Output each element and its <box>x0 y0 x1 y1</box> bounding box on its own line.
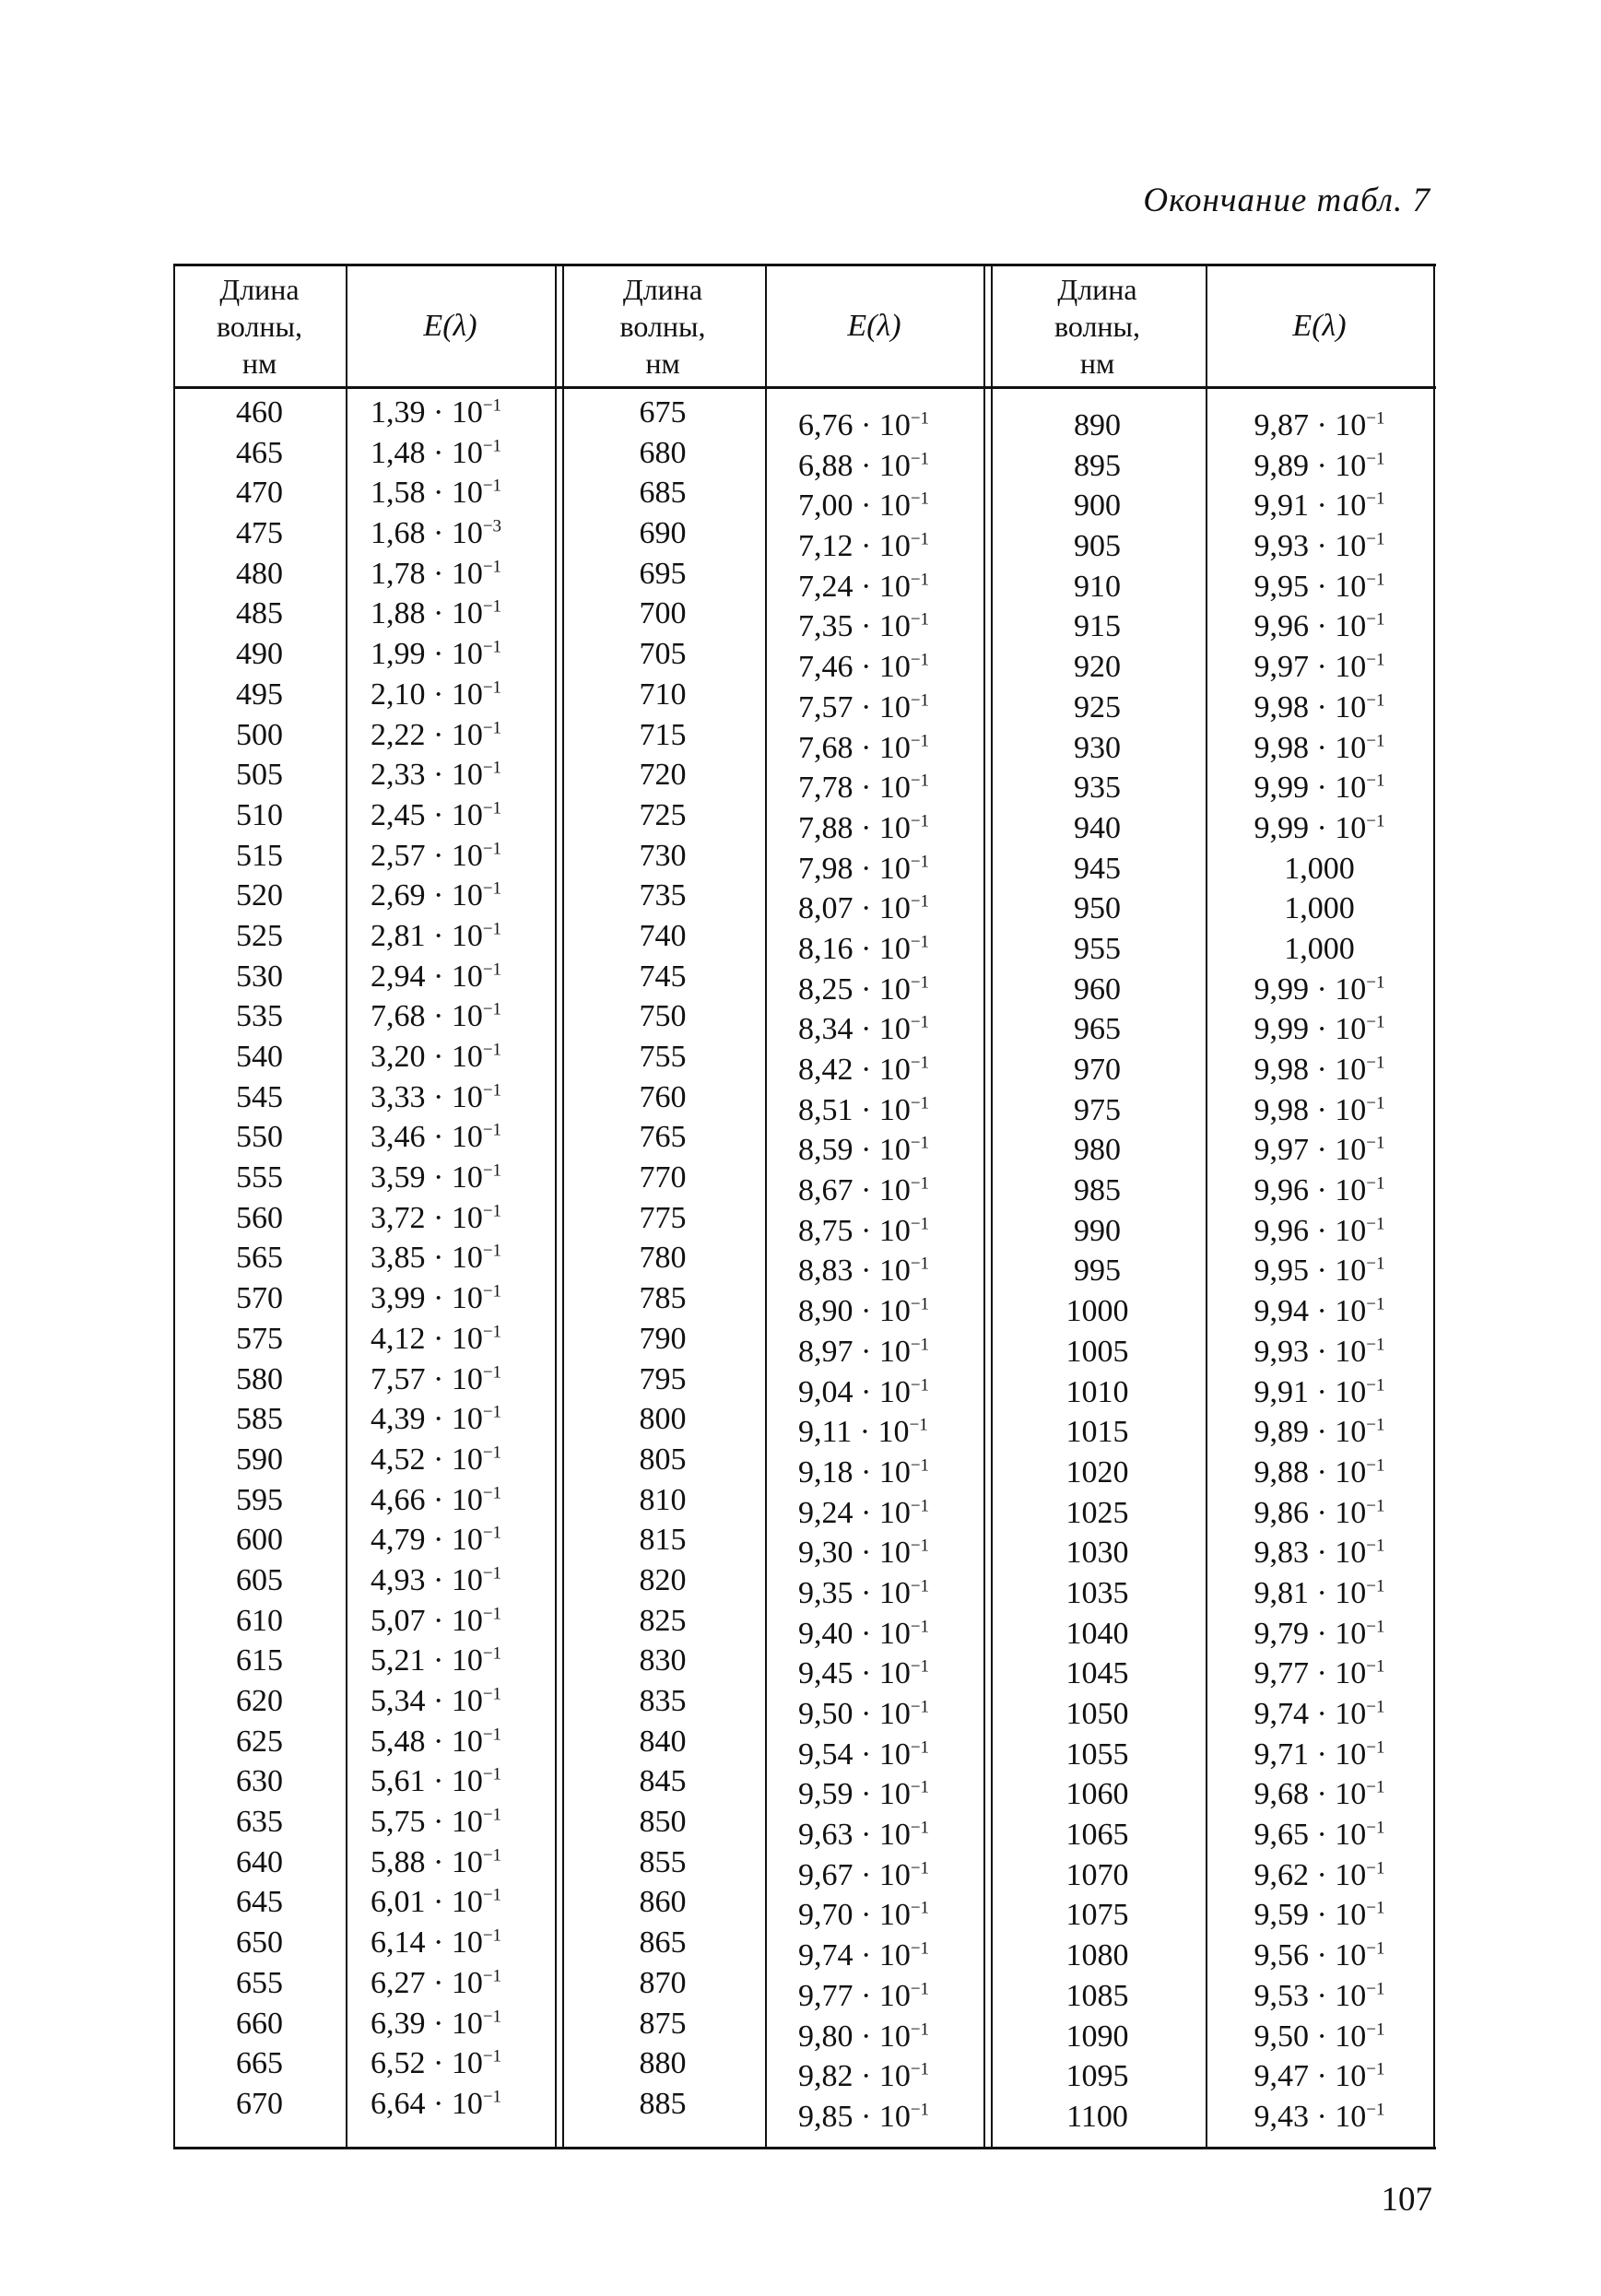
table-cell: 960 <box>1074 971 1121 1007</box>
table-cell: 605 <box>236 1562 283 1597</box>
table-cell: 820 <box>639 1562 687 1597</box>
table-cell: $7,46 \cdot 10^{-1}$ <box>798 650 930 685</box>
table-cell: 650 <box>236 1925 283 1960</box>
table-cell: 640 <box>236 1844 283 1879</box>
table-cell: 460 <box>236 395 283 430</box>
table-cell: $9,59 \cdot 10^{-1}$ <box>798 1777 930 1812</box>
table-cell: 1040 <box>1065 1616 1129 1651</box>
table-cell: $9,93 \cdot 10^{-1}$ <box>1254 529 1385 564</box>
table-cell: $5,48 \cdot 10^{-1}$ <box>371 1724 502 1759</box>
table-cell: 495 <box>236 677 283 712</box>
table-cell: 1060 <box>1065 1777 1129 1812</box>
table-cell: $9,97 \cdot 10^{-1}$ <box>1254 650 1385 685</box>
table-cell: $9,83 \cdot 10^{-1}$ <box>1254 1536 1385 1571</box>
table-cell: $9,45 \cdot 10^{-1}$ <box>798 1656 930 1691</box>
table-cell: $2,33 \cdot 10^{-1}$ <box>371 758 502 793</box>
table-cell: $9,63 \cdot 10^{-1}$ <box>798 1818 930 1853</box>
table-cell: $4,93 \cdot 10^{-1}$ <box>371 1562 502 1597</box>
table-cell: 680 <box>639 435 687 470</box>
table-cell: $8,67 \cdot 10^{-1}$ <box>798 1173 930 1208</box>
table-cell: 755 <box>639 1040 687 1074</box>
table-cell: 830 <box>639 1643 687 1678</box>
table-cell: $9,53 \cdot 10^{-1}$ <box>1254 1978 1385 2013</box>
table-cell: 1025 <box>1065 1495 1129 1530</box>
table-cell: $8,75 \cdot 10^{-1}$ <box>798 1213 930 1248</box>
e-column-2 <box>798 406 983 2137</box>
table-cell: 520 <box>236 878 283 913</box>
table-cell: 860 <box>639 1885 687 1920</box>
table-cell: 510 <box>236 797 283 832</box>
table-cell: 470 <box>236 476 283 511</box>
table-cell: 790 <box>639 1321 687 1356</box>
table-cell: 1070 <box>1065 1857 1129 1892</box>
table-cell: 950 <box>1074 891 1121 926</box>
table-cell: $9,95 \cdot 10^{-1}$ <box>1254 569 1385 604</box>
table-cell: 500 <box>236 717 283 752</box>
table-cell: 590 <box>236 1442 283 1477</box>
table-cell: 1050 <box>1065 1697 1129 1731</box>
table-cell: $7,57 \cdot 10^{-1}$ <box>371 1361 502 1396</box>
table-cell: $9,65 \cdot 10^{-1}$ <box>1254 1818 1385 1853</box>
table-top-border <box>173 264 1436 266</box>
table-cell: $2,81 \cdot 10^{-1}$ <box>371 918 502 953</box>
table-cell: $9,35 \cdot 10^{-1}$ <box>798 1575 930 1610</box>
table-cell: $9,97 \cdot 10^{-1}$ <box>1254 1133 1385 1168</box>
table-cell: 1,000 <box>1284 891 1355 926</box>
table-cell: $1,88 \cdot 10^{-1}$ <box>371 596 502 631</box>
table-cell: $8,42 \cdot 10^{-1}$ <box>798 1053 930 1087</box>
table-cell: $9,77 \cdot 10^{-1}$ <box>1254 1656 1385 1691</box>
table-cell: $9,30 \cdot 10^{-1}$ <box>798 1536 930 1571</box>
table-cell: $9,91 \cdot 10^{-1}$ <box>1254 489 1385 524</box>
table-cell: 1035 <box>1065 1575 1129 1610</box>
table-cell: $9,89 \cdot 10^{-1}$ <box>1254 448 1385 483</box>
table-cell: 1100 <box>1066 2099 1128 2134</box>
table-cell: $9,68 \cdot 10^{-1}$ <box>1254 1777 1385 1812</box>
table-cell: 885 <box>639 2086 687 2121</box>
table-cell: 760 <box>639 1079 687 1114</box>
table-cell: $8,51 \cdot 10^{-1}$ <box>798 1092 930 1127</box>
table-cell: $9,82 \cdot 10^{-1}$ <box>798 2059 930 2094</box>
table-cell: 710 <box>639 677 687 712</box>
table-cell: 525 <box>236 918 283 953</box>
table-cell: 1,000 <box>1284 931 1355 966</box>
table-cell: $9,87 \cdot 10^{-1}$ <box>1254 408 1385 442</box>
table-cell: $9,98 \cdot 10^{-1}$ <box>1254 1053 1385 1087</box>
table-cell: $2,45 \cdot 10^{-1}$ <box>371 797 502 832</box>
table-cell: 740 <box>639 918 687 953</box>
header-wavelength-3: Длина волны, нм <box>1054 273 1141 380</box>
table-cell: 600 <box>236 1523 283 1558</box>
table-cell: $3,72 \cdot 10^{-1}$ <box>371 1200 502 1235</box>
table-cell: $6,52 \cdot 10^{-1}$ <box>371 2046 502 2081</box>
table-cell: $4,52 \cdot 10^{-1}$ <box>371 1442 502 1477</box>
table-cell: $9,04 \cdot 10^{-1}$ <box>798 1374 930 1409</box>
table-cell: $1,58 \cdot 10^{-1}$ <box>371 476 502 511</box>
table-cell: $9,99 \cdot 10^{-1}$ <box>1254 1012 1385 1047</box>
table-cell: $9,91 \cdot 10^{-1}$ <box>1254 1374 1385 1409</box>
table-cell: 700 <box>639 596 687 631</box>
table-cell: 805 <box>639 1442 687 1477</box>
table-cell: 880 <box>639 2046 687 2081</box>
table-cell: 955 <box>1074 931 1121 966</box>
table-cell: 535 <box>236 999 283 1034</box>
column-divider <box>1433 264 1435 2149</box>
table-cell: $4,39 \cdot 10^{-1}$ <box>371 1402 502 1437</box>
table-cell: $1,78 \cdot 10^{-1}$ <box>371 556 502 591</box>
table-cell: $1,39 \cdot 10^{-1}$ <box>371 395 502 430</box>
table-cell: $9,96 \cdot 10^{-1}$ <box>1254 1173 1385 1208</box>
table-cell: 975 <box>1074 1092 1121 1127</box>
table-cell: 465 <box>236 435 283 470</box>
table-cell: $9,96 \cdot 10^{-1}$ <box>1254 609 1385 644</box>
table-cell: $9,11 \cdot 10^{-1}$ <box>798 1415 928 1450</box>
header-e-lambda-2: E(λ) <box>847 309 901 343</box>
table-cell: $9,77 \cdot 10^{-1}$ <box>798 1978 930 2013</box>
table-cell: $8,59 \cdot 10^{-1}$ <box>798 1133 930 1168</box>
table-cell: $9,98 \cdot 10^{-1}$ <box>1254 1092 1385 1127</box>
table-cell: 890 <box>1074 408 1121 442</box>
table-cell: $9,71 \cdot 10^{-1}$ <box>1254 1737 1385 1772</box>
table-cell: $9,96 \cdot 10^{-1}$ <box>1254 1213 1385 1248</box>
table-cell: $9,94 \cdot 10^{-1}$ <box>1254 1294 1385 1329</box>
table-cell: 930 <box>1074 730 1121 765</box>
table-cell: 505 <box>236 758 283 793</box>
table-cell: $8,25 \cdot 10^{-1}$ <box>798 971 930 1007</box>
table-cell: 910 <box>1074 569 1121 604</box>
table-cell: 645 <box>236 1885 283 1920</box>
table-cell: 715 <box>639 717 687 752</box>
table-cell: 775 <box>639 1200 687 1235</box>
table-cell: $9,56 \cdot 10^{-1}$ <box>1254 1938 1385 1973</box>
table-cell: $3,85 \cdot 10^{-1}$ <box>371 1241 502 1276</box>
table-cell: 1020 <box>1065 1454 1129 1489</box>
table-cell: 980 <box>1074 1133 1121 1168</box>
table-cell: 845 <box>639 1764 687 1799</box>
table-cell: $4,66 \cdot 10^{-1}$ <box>371 1482 502 1517</box>
table-cell: 735 <box>639 878 687 913</box>
table-cell: 555 <box>236 1160 283 1195</box>
table-cell: 1095 <box>1065 2059 1129 2094</box>
table-cell: $9,43 \cdot 10^{-1}$ <box>1254 2099 1385 2134</box>
table-cell: 1085 <box>1065 1978 1129 2013</box>
table-cell: 935 <box>1074 771 1121 806</box>
table-cell: 615 <box>236 1643 283 1678</box>
table-cell: 490 <box>236 637 283 672</box>
table-cell: $9,50 \cdot 10^{-1}$ <box>798 1697 930 1731</box>
table-cell: $9,74 \cdot 10^{-1}$ <box>798 1938 930 1973</box>
table-cell: 705 <box>639 637 687 672</box>
table-cell: 810 <box>639 1482 687 1517</box>
table-cell: 895 <box>1074 448 1121 483</box>
table-cell: $9,99 \cdot 10^{-1}$ <box>1254 971 1385 1007</box>
table-cell: $4,12 \cdot 10^{-1}$ <box>371 1321 502 1356</box>
table-cell: $8,90 \cdot 10^{-1}$ <box>798 1294 930 1329</box>
table-cell: $9,89 \cdot 10^{-1}$ <box>1254 1415 1385 1450</box>
table-cell: 750 <box>639 999 687 1034</box>
column-divider <box>765 264 767 2149</box>
table-cell: $6,88 \cdot 10^{-1}$ <box>798 448 930 483</box>
table-cell: 1080 <box>1065 1938 1129 1973</box>
table-cell: $9,95 \cdot 10^{-1}$ <box>1254 1254 1385 1289</box>
table-cell: $9,70 \cdot 10^{-1}$ <box>798 1898 930 1933</box>
table-cell: $9,47 \cdot 10^{-1}$ <box>1254 2059 1385 2094</box>
table-cell: 1065 <box>1065 1818 1129 1853</box>
table-cell: 570 <box>236 1281 283 1316</box>
table-cell: 855 <box>639 1844 687 1879</box>
table-cell: 965 <box>1074 1012 1121 1047</box>
table-cell: 720 <box>639 758 687 793</box>
table-cell: 1000 <box>1065 1294 1129 1329</box>
table-cell: $8,34 \cdot 10^{-1}$ <box>798 1012 930 1047</box>
table-cell: $9,98 \cdot 10^{-1}$ <box>1254 689 1385 724</box>
table-cell: $8,97 \cdot 10^{-1}$ <box>798 1334 930 1369</box>
table-cell: 625 <box>236 1724 283 1759</box>
table-cell: $9,18 \cdot 10^{-1}$ <box>798 1454 930 1489</box>
table-cell: 865 <box>639 1925 687 1960</box>
table-cell: 925 <box>1074 689 1121 724</box>
header-e-lambda-1: E(λ) <box>423 309 477 343</box>
table-cell: 580 <box>236 1361 283 1396</box>
table-cell: $8,16 \cdot 10^{-1}$ <box>798 931 930 966</box>
table-cell: $9,62 \cdot 10^{-1}$ <box>1254 1857 1385 1892</box>
table-cell: $3,33 \cdot 10^{-1}$ <box>371 1079 502 1114</box>
table-cell: 1055 <box>1065 1737 1129 1772</box>
table-cell: 825 <box>639 1603 687 1638</box>
table-cell: 990 <box>1074 1213 1121 1248</box>
table-cell: 1090 <box>1065 2019 1129 2054</box>
table-cell: 655 <box>236 1965 283 2000</box>
table-cell: 565 <box>236 1241 283 1276</box>
e-column-1 <box>371 393 550 2125</box>
table-cell: 1,000 <box>1284 851 1355 886</box>
table-cell: $2,94 \cdot 10^{-1}$ <box>371 959 502 994</box>
table-cell: $7,00 \cdot 10^{-1}$ <box>798 489 930 524</box>
table-cell: $5,88 \cdot 10^{-1}$ <box>371 1844 502 1879</box>
table-cell: 940 <box>1074 810 1121 845</box>
table-cell: 485 <box>236 596 283 631</box>
table-cell: 1045 <box>1065 1656 1129 1691</box>
table-cell: $9,99 \cdot 10^{-1}$ <box>1254 810 1385 845</box>
table-cell: $9,80 \cdot 10^{-1}$ <box>798 2019 930 2054</box>
table-cell: 850 <box>639 1805 687 1840</box>
table-cell: 915 <box>1074 609 1121 644</box>
table-cell: $2,69 \cdot 10^{-1}$ <box>371 878 502 913</box>
table-cell: $1,48 \cdot 10^{-1}$ <box>371 435 502 470</box>
table-cell: 905 <box>1074 529 1121 564</box>
e-column-3 <box>1206 406 1433 2137</box>
wavelength-column-3 <box>989 406 1206 2137</box>
table-cell: $7,12 \cdot 10^{-1}$ <box>798 529 930 564</box>
table-cell: 595 <box>236 1482 283 1517</box>
table-cell: 785 <box>639 1281 687 1316</box>
table-cell: 475 <box>236 516 283 551</box>
table-cell: 515 <box>236 838 283 873</box>
table-cell: $9,40 \cdot 10^{-1}$ <box>798 1616 930 1651</box>
header-wavelength-1: Длина волны, нм <box>216 273 303 380</box>
header-divider <box>173 386 1436 389</box>
table-cell: 730 <box>639 838 687 873</box>
wavelength-column-1 <box>173 393 346 2125</box>
table-cell: $9,54 \cdot 10^{-1}$ <box>798 1737 930 1772</box>
table-cell: $6,27 \cdot 10^{-1}$ <box>371 1965 502 2000</box>
table-cell: 745 <box>639 959 687 994</box>
table-cell: 610 <box>236 1603 283 1638</box>
table-cell: $9,81 \cdot 10^{-1}$ <box>1254 1575 1385 1610</box>
header-wavelength-2: Длина волны, нм <box>619 273 706 380</box>
table-cell: $9,86 \cdot 10^{-1}$ <box>1254 1495 1385 1530</box>
table-cell: 795 <box>639 1361 687 1396</box>
table-cell: 995 <box>1074 1254 1121 1289</box>
table-cell: 945 <box>1074 851 1121 886</box>
table-cell: $8,83 \cdot 10^{-1}$ <box>798 1254 930 1289</box>
table-cell: 540 <box>236 1040 283 1074</box>
table-cell: $9,99 \cdot 10^{-1}$ <box>1254 771 1385 806</box>
table-cell: $9,79 \cdot 10^{-1}$ <box>1254 1616 1385 1651</box>
table-cell: 670 <box>236 2086 283 2121</box>
table-cell: $7,57 \cdot 10^{-1}$ <box>798 689 930 724</box>
table-cell: $7,68 \cdot 10^{-1}$ <box>371 999 502 1034</box>
table-cell: 780 <box>639 1241 687 1276</box>
table-cell: 1005 <box>1065 1334 1129 1369</box>
table-cell: $2,10 \cdot 10^{-1}$ <box>371 677 502 712</box>
table-cell: 1075 <box>1065 1898 1129 1933</box>
column-divider <box>346 264 347 2149</box>
table-cell: $9,74 \cdot 10^{-1}$ <box>1254 1697 1385 1731</box>
table-cell: 875 <box>639 2006 687 2041</box>
table-cell: 970 <box>1074 1053 1121 1087</box>
table-cell: $1,68 \cdot 10^{-3}$ <box>371 516 502 551</box>
table-cell: $7,88 \cdot 10^{-1}$ <box>798 810 930 845</box>
table-cell: 635 <box>236 1805 283 1840</box>
table-cell: 585 <box>236 1402 283 1437</box>
table-cell: $3,20 \cdot 10^{-1}$ <box>371 1040 502 1074</box>
table-cell: $6,76 \cdot 10^{-1}$ <box>798 408 930 442</box>
table-cell: 550 <box>236 1120 283 1155</box>
table-cell: $6,01 \cdot 10^{-1}$ <box>371 1885 502 1920</box>
table-cell: $7,68 \cdot 10^{-1}$ <box>798 730 930 765</box>
table-cell: 560 <box>236 1200 283 1235</box>
table-cell: 985 <box>1074 1173 1121 1208</box>
table-bottom-border <box>173 2147 1436 2149</box>
table-cell: 1015 <box>1065 1415 1129 1450</box>
table-cell: $3,99 \cdot 10^{-1}$ <box>371 1281 502 1316</box>
table-cell: $9,67 \cdot 10^{-1}$ <box>798 1857 930 1892</box>
table-cell: $9,24 \cdot 10^{-1}$ <box>798 1495 930 1530</box>
table-cell: $5,07 \cdot 10^{-1}$ <box>371 1603 502 1638</box>
table-cell: $2,57 \cdot 10^{-1}$ <box>371 838 502 873</box>
table-cell: $9,59 \cdot 10^{-1}$ <box>1254 1898 1385 1933</box>
spectral-table <box>173 264 1436 2149</box>
table-cell: 575 <box>236 1321 283 1356</box>
table-cell: 800 <box>639 1402 687 1437</box>
table-cell: $6,64 \cdot 10^{-1}$ <box>371 2086 502 2121</box>
table-cell: $3,46 \cdot 10^{-1}$ <box>371 1120 502 1155</box>
table-cell: 545 <box>236 1079 283 1114</box>
table-cell: 900 <box>1074 489 1121 524</box>
table-cell: 835 <box>639 1684 687 1718</box>
table-cell: $5,34 \cdot 10^{-1}$ <box>371 1684 502 1718</box>
table-cell: 665 <box>236 2046 283 2081</box>
header-e-lambda-3: E(λ) <box>1292 309 1347 343</box>
table-cell: $7,24 \cdot 10^{-1}$ <box>798 569 930 604</box>
table-cell: $6,14 \cdot 10^{-1}$ <box>371 1925 502 1960</box>
table-cell: $8,07 \cdot 10^{-1}$ <box>798 891 930 926</box>
table-cell: 765 <box>639 1120 687 1155</box>
table-cell: 620 <box>236 1684 283 1718</box>
table-cell: $7,78 \cdot 10^{-1}$ <box>798 771 930 806</box>
table-cell: 690 <box>639 516 687 551</box>
table-cell: $9,88 \cdot 10^{-1}$ <box>1254 1454 1385 1489</box>
table-cell: 725 <box>639 797 687 832</box>
table-cell: 660 <box>236 2006 283 2041</box>
table-cell: 920 <box>1074 650 1121 685</box>
table-cell: $1,99 \cdot 10^{-1}$ <box>371 637 502 672</box>
table-cell: 530 <box>236 959 283 994</box>
table-cell: $6,39 \cdot 10^{-1}$ <box>371 2006 502 2041</box>
table-cell: 630 <box>236 1764 283 1799</box>
table-cell: $9,50 \cdot 10^{-1}$ <box>1254 2019 1385 2054</box>
table-cell: $9,98 \cdot 10^{-1}$ <box>1254 730 1385 765</box>
table-cell: $9,93 \cdot 10^{-1}$ <box>1254 1334 1385 1369</box>
table-cell: 675 <box>639 395 687 430</box>
wavelength-column-2 <box>560 393 765 2125</box>
table-cell: 870 <box>639 1965 687 2000</box>
table-cell: $2,22 \cdot 10^{-1}$ <box>371 717 502 752</box>
table-cell: 480 <box>236 556 283 591</box>
table-cell: $9,85 \cdot 10^{-1}$ <box>798 2099 930 2134</box>
table-cell: 840 <box>639 1724 687 1759</box>
table-cell: 695 <box>639 556 687 591</box>
table-caption: Окончание табл. 7 <box>1143 182 1430 219</box>
table-cell: $5,61 \cdot 10^{-1}$ <box>371 1764 502 1799</box>
table-cell: 815 <box>639 1523 687 1558</box>
page-number: 107 <box>1381 2181 1432 2219</box>
table-cell: 1030 <box>1065 1536 1129 1571</box>
table-cell: $4,79 \cdot 10^{-1}$ <box>371 1523 502 1558</box>
table-cell: 685 <box>639 476 687 511</box>
table-cell: 770 <box>639 1160 687 1195</box>
table-cell: 1010 <box>1065 1374 1129 1409</box>
table-cell: $7,35 \cdot 10^{-1}$ <box>798 609 930 644</box>
table-cell: $5,21 \cdot 10^{-1}$ <box>371 1643 502 1678</box>
table-cell: $5,75 \cdot 10^{-1}$ <box>371 1805 502 1840</box>
table-cell: $3,59 \cdot 10^{-1}$ <box>371 1160 502 1195</box>
table-cell: $7,98 \cdot 10^{-1}$ <box>798 851 930 886</box>
